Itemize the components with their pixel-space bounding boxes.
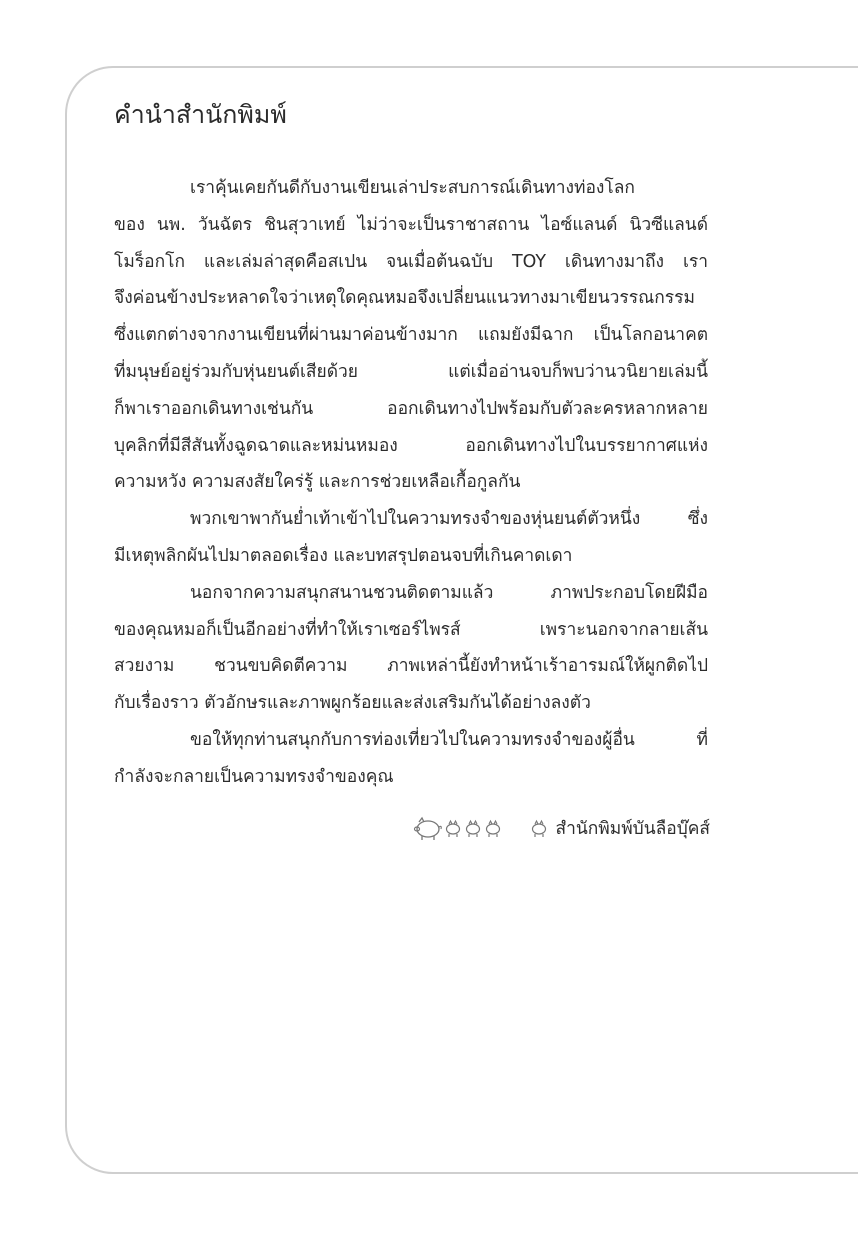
paragraph-line: กำลังจะกลายเป็นความทรงจำของคุณ: [114, 766, 394, 787]
publisher-name: สำนักพิมพ์บันลือบุ๊คส์: [555, 819, 710, 839]
paragraph-line: ก็พาเราออกเดินทางเช่นกัน ออกเดินทางไปพร้อมกับตัวละครหลากหลาย: [114, 398, 708, 419]
paragraph-line: ที่มนุษย์อยู่ร่วมกับหุ่นยนต์เสียด้วย แต่เมื่ออ่านจบก็พบว่านวนิยายเล่มนี้: [114, 361, 708, 382]
preface-body: [114, 170, 708, 796]
paragraph-line: มีเหตุพลิกผันไปมาตลอดเรื่อง และบทสรุปตอนจบที่เกินคาดเดา: [114, 545, 573, 566]
piglet-icon: [463, 818, 483, 838]
paragraph-line: ความหวัง ความสงสัยใคร่รู้ และการช่วยเหลือเกื้อกูลกัน: [114, 472, 521, 493]
piglet-icon: [483, 818, 503, 838]
piglet-icon: [443, 818, 463, 838]
paragraph-line: ขอให้ทุกท่านสนุกกับการท่องเที่ยวไปในความทรงจำของผู้อื่น ที่: [190, 729, 708, 750]
piglet-icon: [529, 818, 549, 838]
paragraph-line: โมร็อกโก และเล่มล่าสุดคือสเปน จนเมื่อต้นฉบับ TOY เดินทางมาถึง เรา: [114, 251, 708, 272]
paragraph-line: สวยงาม ชวนขบคิดตีความ ภาพเหล่านี้ยังทำหน้าเร้าอารมณ์ให้ผูกติดไป: [114, 656, 708, 677]
publisher-logo: [413, 815, 549, 841]
paragraph-line: พวกเขาพากันย่ำเท้าเข้าไปในความทรงจำของหุ่นยนต์ตัวหนึ่ง ซึ่ง: [190, 509, 708, 530]
publisher-signature: [360, 810, 710, 846]
paragraph-line: ซึ่งแตกต่างจากงานเขียนที่ผ่านมาค่อนข้างมาก แถมยังมีฉาก เป็นโลกอนาคต: [114, 325, 708, 346]
paragraph-line: นอกจากความสนุกสนานชวนติดตามแล้ว ภาพประกอบโดยฝีมือ: [190, 582, 708, 603]
page-title: คำนำสำนักพิมพ์: [114, 100, 287, 129]
pig-icon: [413, 815, 443, 841]
paragraph-line: เราคุ้นเคยกันดีกับงานเขียนเล่าประสบการณ์เดินทางท่องโลก: [190, 178, 635, 198]
paragraph-line: ของ นพ. วันฉัตร ชินสุวาเทย์ ไม่ว่าจะเป็นราชาสถาน ไอซ์แลนด์ นิวซีแลนด์: [114, 214, 708, 235]
paragraph-line: จึงค่อนข้างประหลาดใจว่าเหตุใดคุณหมอจึงเปลี่ยนแนวทางมาเขียนวรรณกรรม: [114, 288, 695, 309]
paragraph-line: ของคุณหมอก็เป็นอีกอย่างที่ทำให้เราเซอร์ไพรส์ เพราะนอกจากลายเส้น: [114, 619, 708, 640]
paragraph-line: บุคลิกที่มีสีสันทั้งฉูดฉาดและหม่นหมอง ออกเดินทางไปในบรรยากาศแห่ง: [114, 435, 708, 456]
paragraph-line: กับเรื่องราว ตัวอักษรและภาพผูกร้อยและส่งเสริมกันได้อย่างลงตัว: [114, 693, 591, 714]
